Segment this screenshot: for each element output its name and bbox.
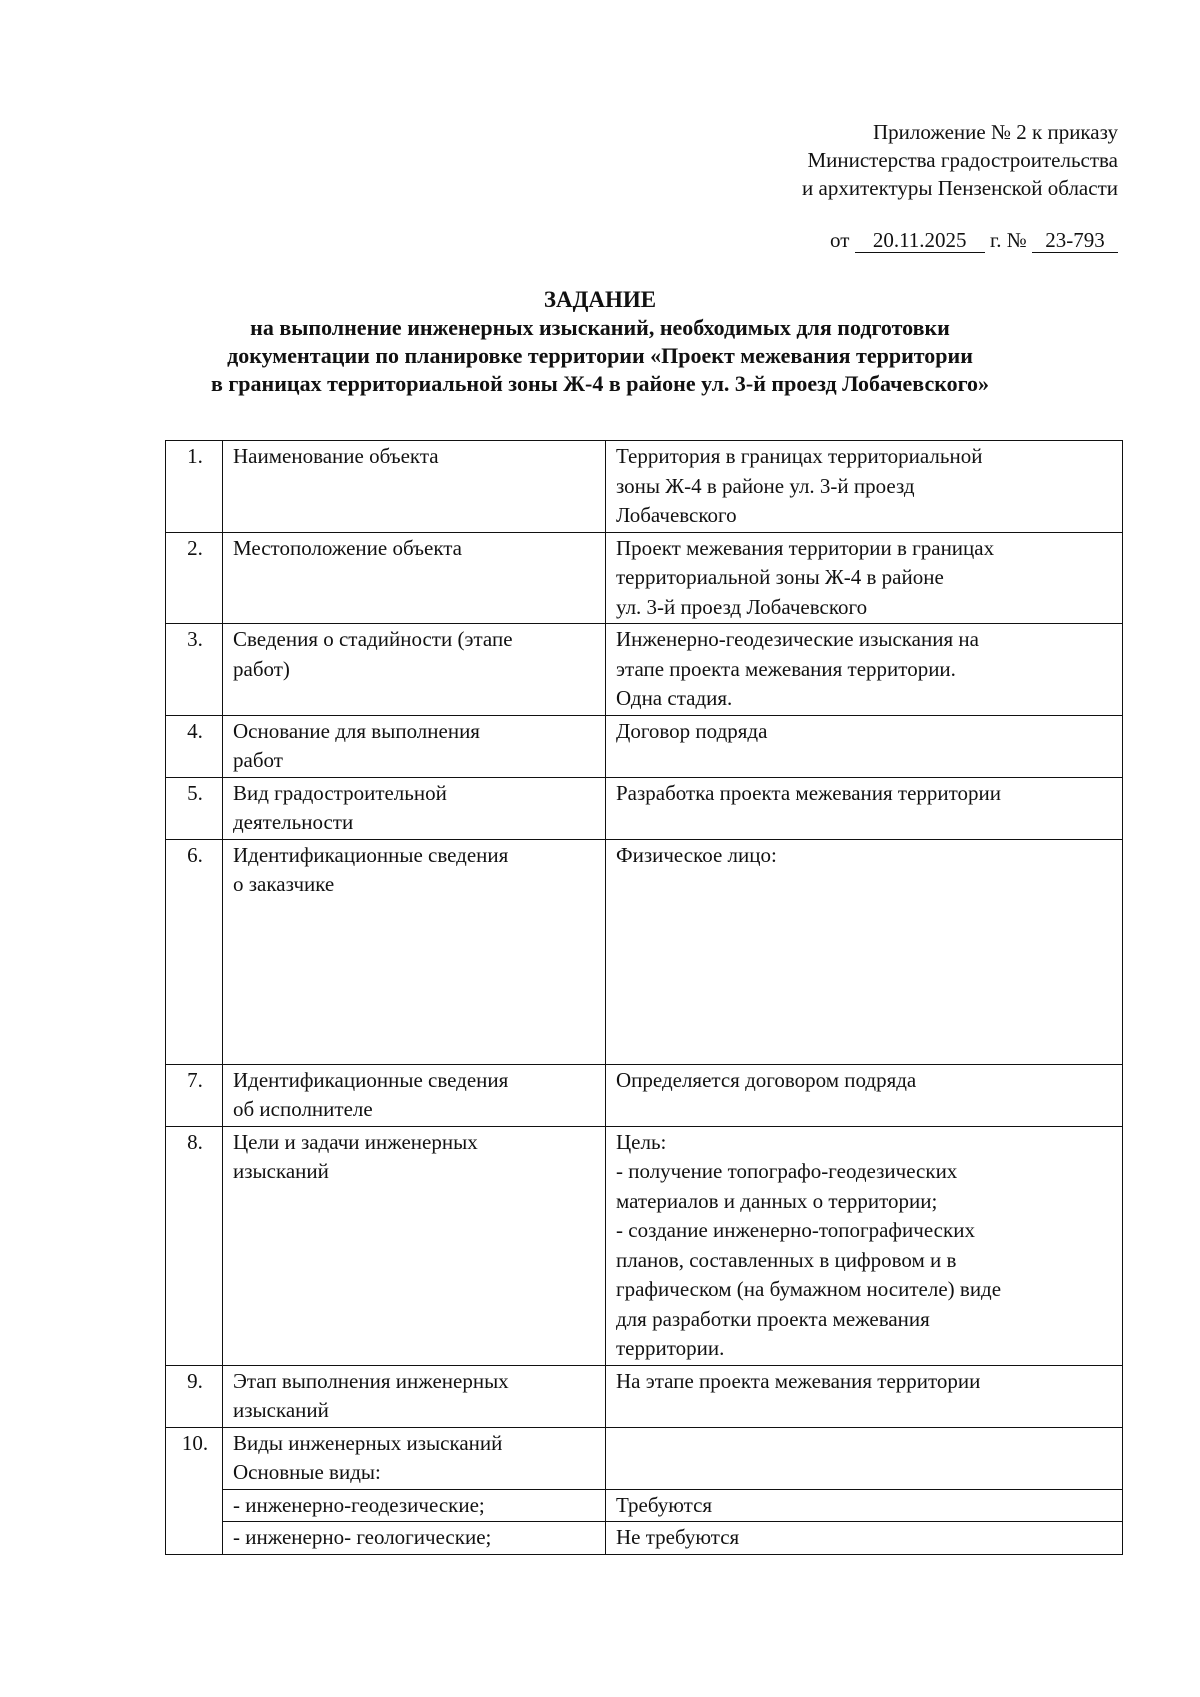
subrow-name: - инженерно- геологические; <box>223 1522 606 1555</box>
row-name <box>223 777 606 839</box>
row-number: 1. <box>166 441 223 533</box>
table-row <box>166 1064 1123 1126</box>
title-heading: ЗАДАНИЕ <box>543 287 657 312</box>
row-value: На этапе проекта межевания территории <box>606 1365 1123 1427</box>
cell-line: деятельности <box>233 810 354 834</box>
cell-line: Сведения о стадийности (этапе <box>233 627 513 651</box>
subrow-name: - инженерно-геодезические; <box>223 1489 606 1522</box>
row-value <box>606 1427 1123 1489</box>
cell-line: ул. 3-й проезд Лобачевского <box>616 594 868 619</box>
appendix-line: и архитектуры Пензенской области <box>802 176 1118 200</box>
row-value <box>606 1126 1123 1365</box>
row-value: Физическое лицо: <box>606 839 1123 1064</box>
table-row <box>166 715 1123 777</box>
row-value <box>606 532 1123 624</box>
row-name <box>223 1064 606 1126</box>
cell-line: изысканий <box>233 1159 329 1183</box>
cell-line: этапе проекта межевания территории. <box>616 656 956 681</box>
row-number: 5. <box>166 777 223 839</box>
cell-line: зоны Ж-4 в районе ул. 3-й проезд <box>616 473 915 498</box>
cell-line: планов, составленных в цифровом и в <box>616 1247 957 1272</box>
row-name <box>223 715 606 777</box>
cell-line: Проект межевания территории в границах <box>616 535 995 560</box>
row-value: Определяется договором подряда <box>606 1064 1123 1126</box>
title-line: в границах территориальной зоны Ж-4 в районе ул. 3-й проезд Лобачевского» <box>210 371 990 396</box>
cell-line: графическом (на бумажном носителе) виде <box>616 1277 1002 1301</box>
row-name <box>223 624 606 716</box>
cell-line: Основание для выполнения <box>233 718 480 743</box>
table-subrow <box>166 1489 1123 1522</box>
row-value: Разработка проекта межевания территории <box>606 777 1123 839</box>
table-row <box>166 441 1123 533</box>
order-year-suffix: г. <box>989 228 1002 252</box>
cell-line: об исполнителе <box>233 1097 373 1121</box>
cell-line: территории. <box>616 1336 725 1360</box>
row-number: 10. <box>166 1427 223 1554</box>
cell-line: Вид градостроительной <box>233 780 447 805</box>
cell-line: изысканий <box>233 1398 329 1422</box>
table-row <box>166 1126 1123 1365</box>
cell-line: Лобачевского <box>616 503 737 527</box>
assignment-table <box>165 440 1123 1555</box>
cell-line: для разработки проекта межевания <box>616 1306 930 1331</box>
row-number: 7. <box>166 1064 223 1126</box>
cell-line: Идентификационные сведения <box>233 842 509 867</box>
row-number: 4. <box>166 715 223 777</box>
order-reference <box>830 226 1118 254</box>
row-number: 9. <box>166 1365 223 1427</box>
subrow-value: Требуются <box>606 1489 1123 1522</box>
cell-line: - создание инженерно-топографических <box>616 1218 975 1242</box>
row-name <box>223 1427 606 1489</box>
row-number: 3. <box>166 624 223 716</box>
title-line: на выполнение инженерных изысканий, необходимых для подготовки <box>250 315 950 340</box>
table-row <box>166 777 1123 839</box>
title-line: документации по планировке территории «Проект межевания территории <box>227 343 973 368</box>
table-row <box>166 624 1123 716</box>
cell-line: Цели и задачи инженерных <box>233 1129 478 1154</box>
order-number: 23-793 <box>1032 228 1118 253</box>
appendix-line: Министерства градостроительства <box>807 148 1118 172</box>
appendix-block <box>802 118 1118 202</box>
cell-line: территориальной зоны Ж-4 в районе <box>616 565 944 589</box>
cell-line: Этап выполнения инженерных <box>233 1368 509 1393</box>
row-name: Наименование объекта <box>223 441 606 533</box>
cell-line: материалов и данных о территории; <box>616 1188 938 1213</box>
row-number: 8. <box>166 1126 223 1365</box>
table-row <box>166 532 1123 624</box>
table-row <box>166 839 1123 1064</box>
table-subrow <box>166 1522 1123 1555</box>
table-row <box>166 1365 1123 1427</box>
cell-line: Инженерно-геодезические изыскания на <box>616 627 979 651</box>
cell-line: Цель: <box>616 1129 667 1154</box>
row-value <box>606 624 1123 716</box>
cell-line: Одна стадия. <box>616 686 733 710</box>
appendix-line: Приложение № 2 к приказу <box>873 120 1118 144</box>
cell-line: работ) <box>233 656 290 681</box>
cell-line: работ <box>233 748 283 772</box>
cell-line: Идентификационные сведения <box>233 1067 509 1092</box>
row-value <box>606 441 1123 533</box>
cell-line: Виды инженерных изысканий <box>233 1430 503 1455</box>
row-name <box>223 1365 606 1427</box>
cell-line: Территория в границах территориальной <box>616 444 983 468</box>
row-number: 2. <box>166 532 223 624</box>
document-title <box>120 286 1080 398</box>
row-name: Местоположение объекта <box>223 532 606 624</box>
row-number: 6. <box>166 839 223 1064</box>
order-number-sign: № <box>1006 228 1027 252</box>
table-row <box>166 1427 1123 1489</box>
row-name <box>223 1126 606 1365</box>
cell-line: Основные виды: <box>233 1460 381 1484</box>
subrow-value: Не требуются <box>606 1522 1123 1555</box>
row-value: Договор подряда <box>606 715 1123 777</box>
order-date: 20.11.2025 <box>855 228 985 253</box>
order-from-label: от <box>830 228 850 252</box>
cell-line: о заказчике <box>233 872 335 896</box>
row-name <box>223 839 606 1064</box>
cell-line: - получение топографо-геодезических <box>616 1159 958 1183</box>
